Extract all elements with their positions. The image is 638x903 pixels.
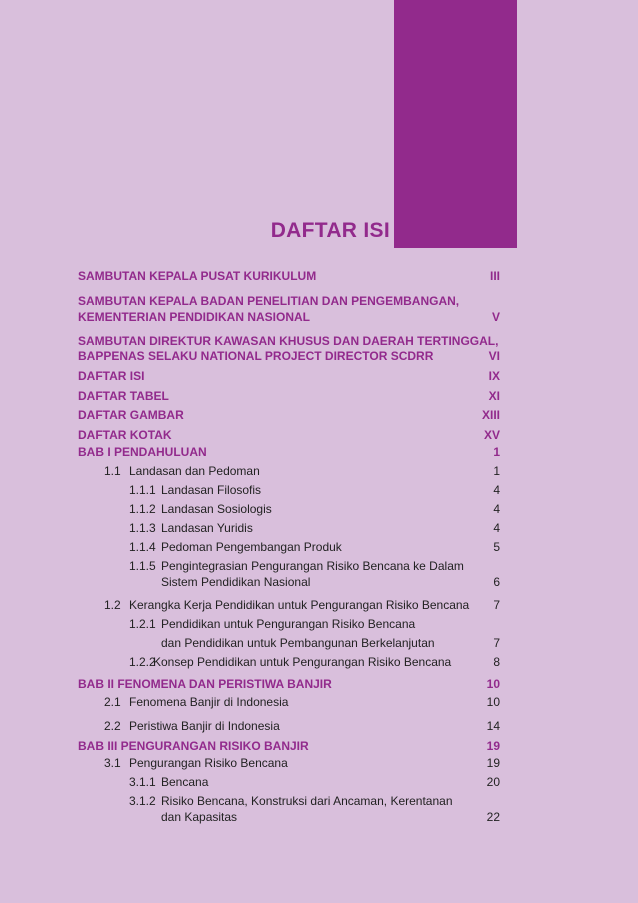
- toc-entry-number: 1.2.2: [129, 655, 156, 669]
- toc-entry-page: 10: [486, 677, 500, 691]
- toc-entry-label: DAFTAR ISI: [78, 369, 145, 383]
- toc-entry-page: 1: [493, 445, 500, 459]
- toc-entry-page: 20: [486, 775, 500, 789]
- toc-entry-page: 5: [493, 540, 500, 554]
- toc-entry-number: 3.1.1: [129, 775, 156, 789]
- toc-entry-label: Pengurangan Risiko Bencana: [129, 756, 288, 770]
- toc-entry-label: DAFTAR TABEL: [78, 389, 169, 403]
- toc-entry-label: BAB I PENDAHULUAN: [78, 445, 207, 459]
- page-title: DAFTAR ISI: [270, 219, 390, 242]
- toc-entry-label: Konsep Pendidikan untuk Pengurangan Risiko Bencana: [153, 655, 452, 669]
- toc-entry-label: Pedoman Pengembangan Produk: [161, 540, 342, 554]
- toc-entry-number: 3.1.2: [129, 794, 156, 808]
- toc-entry-label: Risiko Bencana, Konstruksi dari Ancaman, Kerentanan: [161, 794, 453, 808]
- toc-entry-page: 14: [486, 719, 500, 733]
- toc-entry-number: 1.1.5: [129, 559, 156, 573]
- toc-entry-label-cont: BAPPENAS SELAKU NATIONAL PROJECT DIRECTOR SCDRR: [78, 349, 434, 363]
- toc-entry-label: Pengintegrasian Pengurangan Risiko Bencana ke Dalam: [161, 559, 464, 573]
- toc-entry-label: DAFTAR KOTAK: [78, 428, 172, 442]
- toc-entry-number: 2.2: [104, 719, 121, 733]
- toc-entry-page: 1: [493, 464, 500, 478]
- toc-entry-label: DAFTAR GAMBAR: [78, 408, 184, 422]
- toc-entry-label: Fenomena Banjir di Indonesia: [129, 695, 289, 709]
- toc-entry-label: Kerangka Kerja Pendidikan untuk Pengurangan Risiko Bencana: [129, 598, 470, 612]
- toc-entry-page: IX: [488, 369, 500, 383]
- toc-entry-number: 2.1: [104, 695, 121, 709]
- toc-entry-label: Landasan Yuridis: [161, 521, 253, 535]
- toc-entry-page: 4: [493, 521, 500, 535]
- toc-entry-number: 1.1: [104, 464, 121, 478]
- toc-entry-label: SAMBUTAN KEPALA BADAN PENELITIAN DAN PENGEMBANGAN,: [78, 294, 460, 308]
- toc-entry-page: VI: [488, 349, 500, 363]
- toc-entry-page: 7: [493, 598, 500, 612]
- toc-entry-label-cont: dan Kapasitas: [161, 810, 238, 824]
- toc-entry-page: 8: [493, 655, 500, 669]
- toc-entry-label: Peristiwa Banjir di Indonesia: [129, 719, 280, 733]
- toc-entry-page: 4: [493, 502, 500, 516]
- toc-entry-page: 6: [493, 575, 500, 589]
- toc-entry-page: 7: [493, 636, 500, 650]
- toc-entry-label: SAMBUTAN DIREKTUR KAWASAN KHUSUS DAN DAERAH TERTINGGAL,: [78, 334, 499, 348]
- toc-entry-label-cont: KEMENTERIAN PENDIDIKAN NASIONAL: [78, 310, 311, 324]
- toc-entry-label: BAB III PENGURANGAN RISIKO BANJIR: [78, 739, 309, 753]
- toc-entry-page: 4: [493, 483, 500, 497]
- toc-entry-number: 1.1.4: [129, 540, 156, 554]
- toc-entry-page: 10: [486, 695, 500, 709]
- toc-entry-number: 3.1: [104, 756, 121, 770]
- toc-entry-page: XIII: [481, 408, 500, 422]
- toc-entry-page: 19: [486, 739, 500, 753]
- toc-entry-label-cont: dan Pendidikan untuk Pembangunan Berkelanjutan: [161, 636, 435, 650]
- toc-entry-label: Pendidikan untuk Pengurangan Risiko Bencana: [161, 617, 416, 631]
- toc-entry-number: 1.2.1: [129, 617, 156, 631]
- toc-entry-page: XI: [488, 389, 500, 403]
- toc-entry-page: III: [489, 269, 500, 283]
- toc-entry-number: 1.1.3: [129, 521, 156, 535]
- toc-entry-label: Bencana: [161, 775, 209, 789]
- toc-entry-label-cont: Sistem Pendidikan Nasional: [161, 575, 311, 589]
- toc-entry-number: 1.1.1: [129, 483, 156, 497]
- toc-entry-label: Landasan Filosofis: [161, 483, 262, 497]
- toc-entry-number: 1.2: [104, 598, 121, 612]
- toc-entry-page: XV: [483, 428, 500, 442]
- toc-entry-label: Landasan dan Pedoman: [129, 464, 260, 478]
- toc-entry-page: 19: [486, 756, 500, 770]
- toc-entry-number: 1.1.2: [129, 502, 156, 516]
- toc-entry-label: SAMBUTAN KEPALA PUSAT KURIKULUM: [78, 269, 317, 283]
- toc-entry-label: BAB II FENOMENA DAN PERISTIWA BANJIR: [78, 677, 332, 691]
- toc-entry-page: V: [491, 310, 500, 324]
- toc-entry-page: 22: [486, 810, 500, 824]
- toc-entry-label: Landasan Sosiologis: [161, 502, 272, 516]
